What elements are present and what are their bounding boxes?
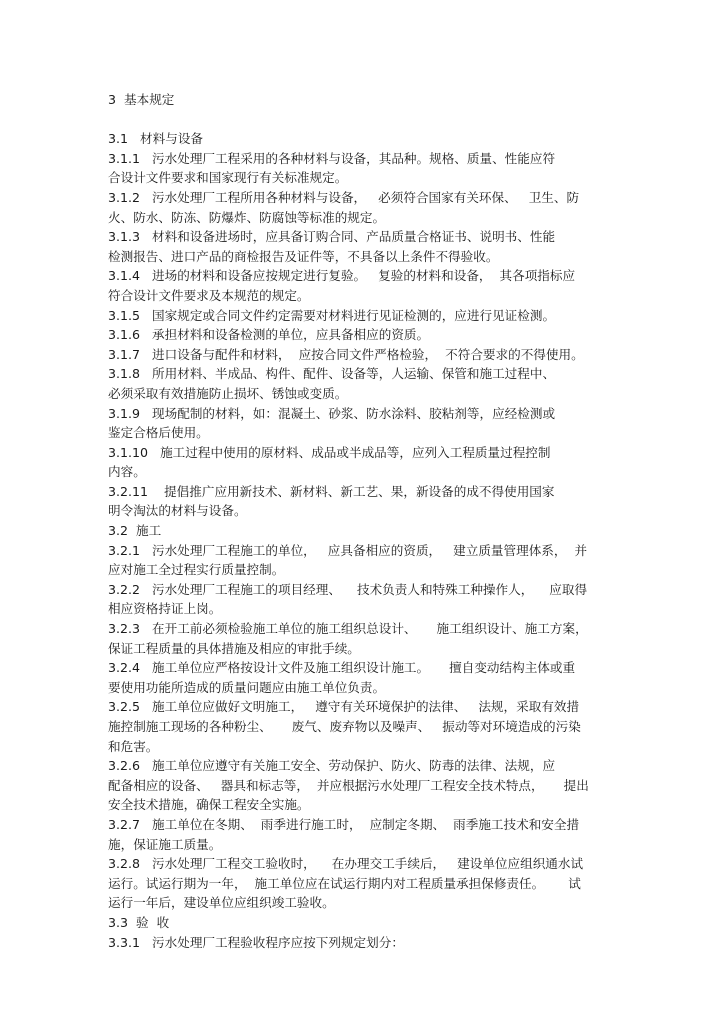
text-line: 3.2.11 提倡推广应用新技术、新材料、新工艺、果，新设备的成不得使用国家: [108, 483, 555, 499]
chapter-title: 3 基本规定: [108, 92, 175, 107]
text-line: 3.2.8 污水处理厂工程交工验收时， 在办理交工手续后， 建设单位应组织通水试: [108, 856, 584, 872]
text-line: 和危害。: [108, 738, 159, 754]
text-line: 保证工程质量的具体措施及相应的审批手续。: [108, 640, 360, 656]
text-line: 3.1.6 承担材料和设备检测的单位，应具备相应的资质。: [108, 327, 430, 343]
text-line: 必须采取有效措施防止损坏、锈蚀或变质。: [108, 385, 348, 401]
text-line: 运行。试运行期为一年， 施工单位应在试运行期内对工程质量承担保修责任。 试: [108, 875, 581, 891]
text-line: 鉴定合格后使用。: [108, 425, 209, 441]
document-body: [108, 90, 618, 952]
text-line: 3.1.10 施工过程中使用的原材料、成品或半成品等，应列入工程质量过程控制: [108, 444, 551, 460]
text-line: 内容。: [108, 464, 146, 480]
text-line: 施，保证施工质量。: [108, 836, 222, 852]
section-heading-3-1: 3.1 材料与设备: [108, 131, 204, 147]
section-heading-3-3: 3.3 验 收: [108, 914, 170, 930]
text-line: 3.1.1 污水处理厂工程采用的各种材料与设备，其品种。规格、质量、性能应符: [108, 150, 556, 166]
text-line: 应对施工全过程实行质量控制。: [108, 562, 285, 578]
text-line: 3.1.4 进场的材料和设备应按规定进行复验。 复验的材料和设备， 其各项指标应: [108, 268, 576, 284]
text-line: 运行一年后，建设单位应组织竣工验收。: [108, 895, 335, 911]
text-line: 3.2.7 施工单位在冬期、 雨季进行施工时， 应制定冬期、 雨季施工技术和安全措: [108, 816, 580, 832]
text-line: 符合设计文件要求及本规范的规定。: [108, 287, 310, 303]
text-line: 3.1.3 材料和设备进场时，应具备订购合同、产品质量合格证书、说明书、性能: [108, 229, 556, 245]
text-line: 3.2.3 在开工前必须检验施工单位的施工组织总设计、 施工组织设计、施工方案，: [108, 621, 588, 637]
text-line: 3.1.5 国家规定或合同文件约定需要对材料进行见证检测的，应进行见证检测。: [108, 307, 556, 323]
text-line: 3.1.8 所用材料、半成品、构件、配件、设备等，人运输、保管和施工过程中、: [108, 366, 556, 382]
text-line: 3.2.4 施工单位应严格按设计文件及施工组织设计施工。 擅自变动结构主体或重: [108, 660, 576, 676]
text-line: 3.3.1 污水处理厂工程验收程序应按下列规定划分：: [108, 934, 404, 950]
text-line: 检测报告、进口产品的商检报告及证件等，不具备以上条件不得验收。: [108, 248, 499, 264]
text-line: 3.2.6 施工单位应遵守有关施工安全、劳动保护、防火、防毒的法律、法规，应: [108, 758, 556, 774]
text-line: 3.2.2 污水处理厂工程施工的项目经理、 技术负责人和特殊工种操作人， 应取得: [108, 581, 588, 597]
text-line: 明令淘汰的材料与设备。: [108, 503, 247, 519]
text-line: 施控制施工现场的各种粉尘、 废气、废弃物以及噪声、 振动等对环境造成的污染: [108, 719, 581, 734]
text-line: 3.1.9 现场配制的材料，如：混凝土、砂浆、防水涂料、胶粘剂等，应经检测或: [108, 405, 556, 421]
text-line: 3.1.7 进口设备与配件和材料， 应按合同文件严格检验， 不符合要求的不得使用。: [108, 346, 584, 362]
text-line: 3.2.1 污水处理厂工程施工的单位， 应具备相应的资质， 建立质量管理体系， 并: [108, 542, 588, 558]
text-line: 要使用功能所造成的质量问题应由施工单位负责。: [108, 679, 386, 695]
text-line: 3.1.2 污水处理厂工程所用各种材料与设备， 必须符合国家有关环保、 卫生、防: [108, 189, 580, 205]
text-line: 3.2.5 施工单位应做好文明施工， 遵守有关环境保护的法律、 法规，采取有效措: [108, 699, 580, 715]
section-heading-3-2: 3.2 施工: [108, 523, 162, 539]
text-line: 火、防水、防冻、防爆炸、防腐蚀等标准的规定。: [108, 209, 386, 225]
text-line: 配备相应的设备、 器具和标志等， 并应根据污水处理厂工程安全技术特点， 提出: [108, 777, 589, 793]
text-line: 安全技术措施，确保工程安全实施。: [108, 797, 310, 813]
text-line: 相应资格持证上岗。: [108, 601, 222, 617]
text-line: 合设计文件要求和国家现行有关标准规定。: [108, 170, 348, 186]
